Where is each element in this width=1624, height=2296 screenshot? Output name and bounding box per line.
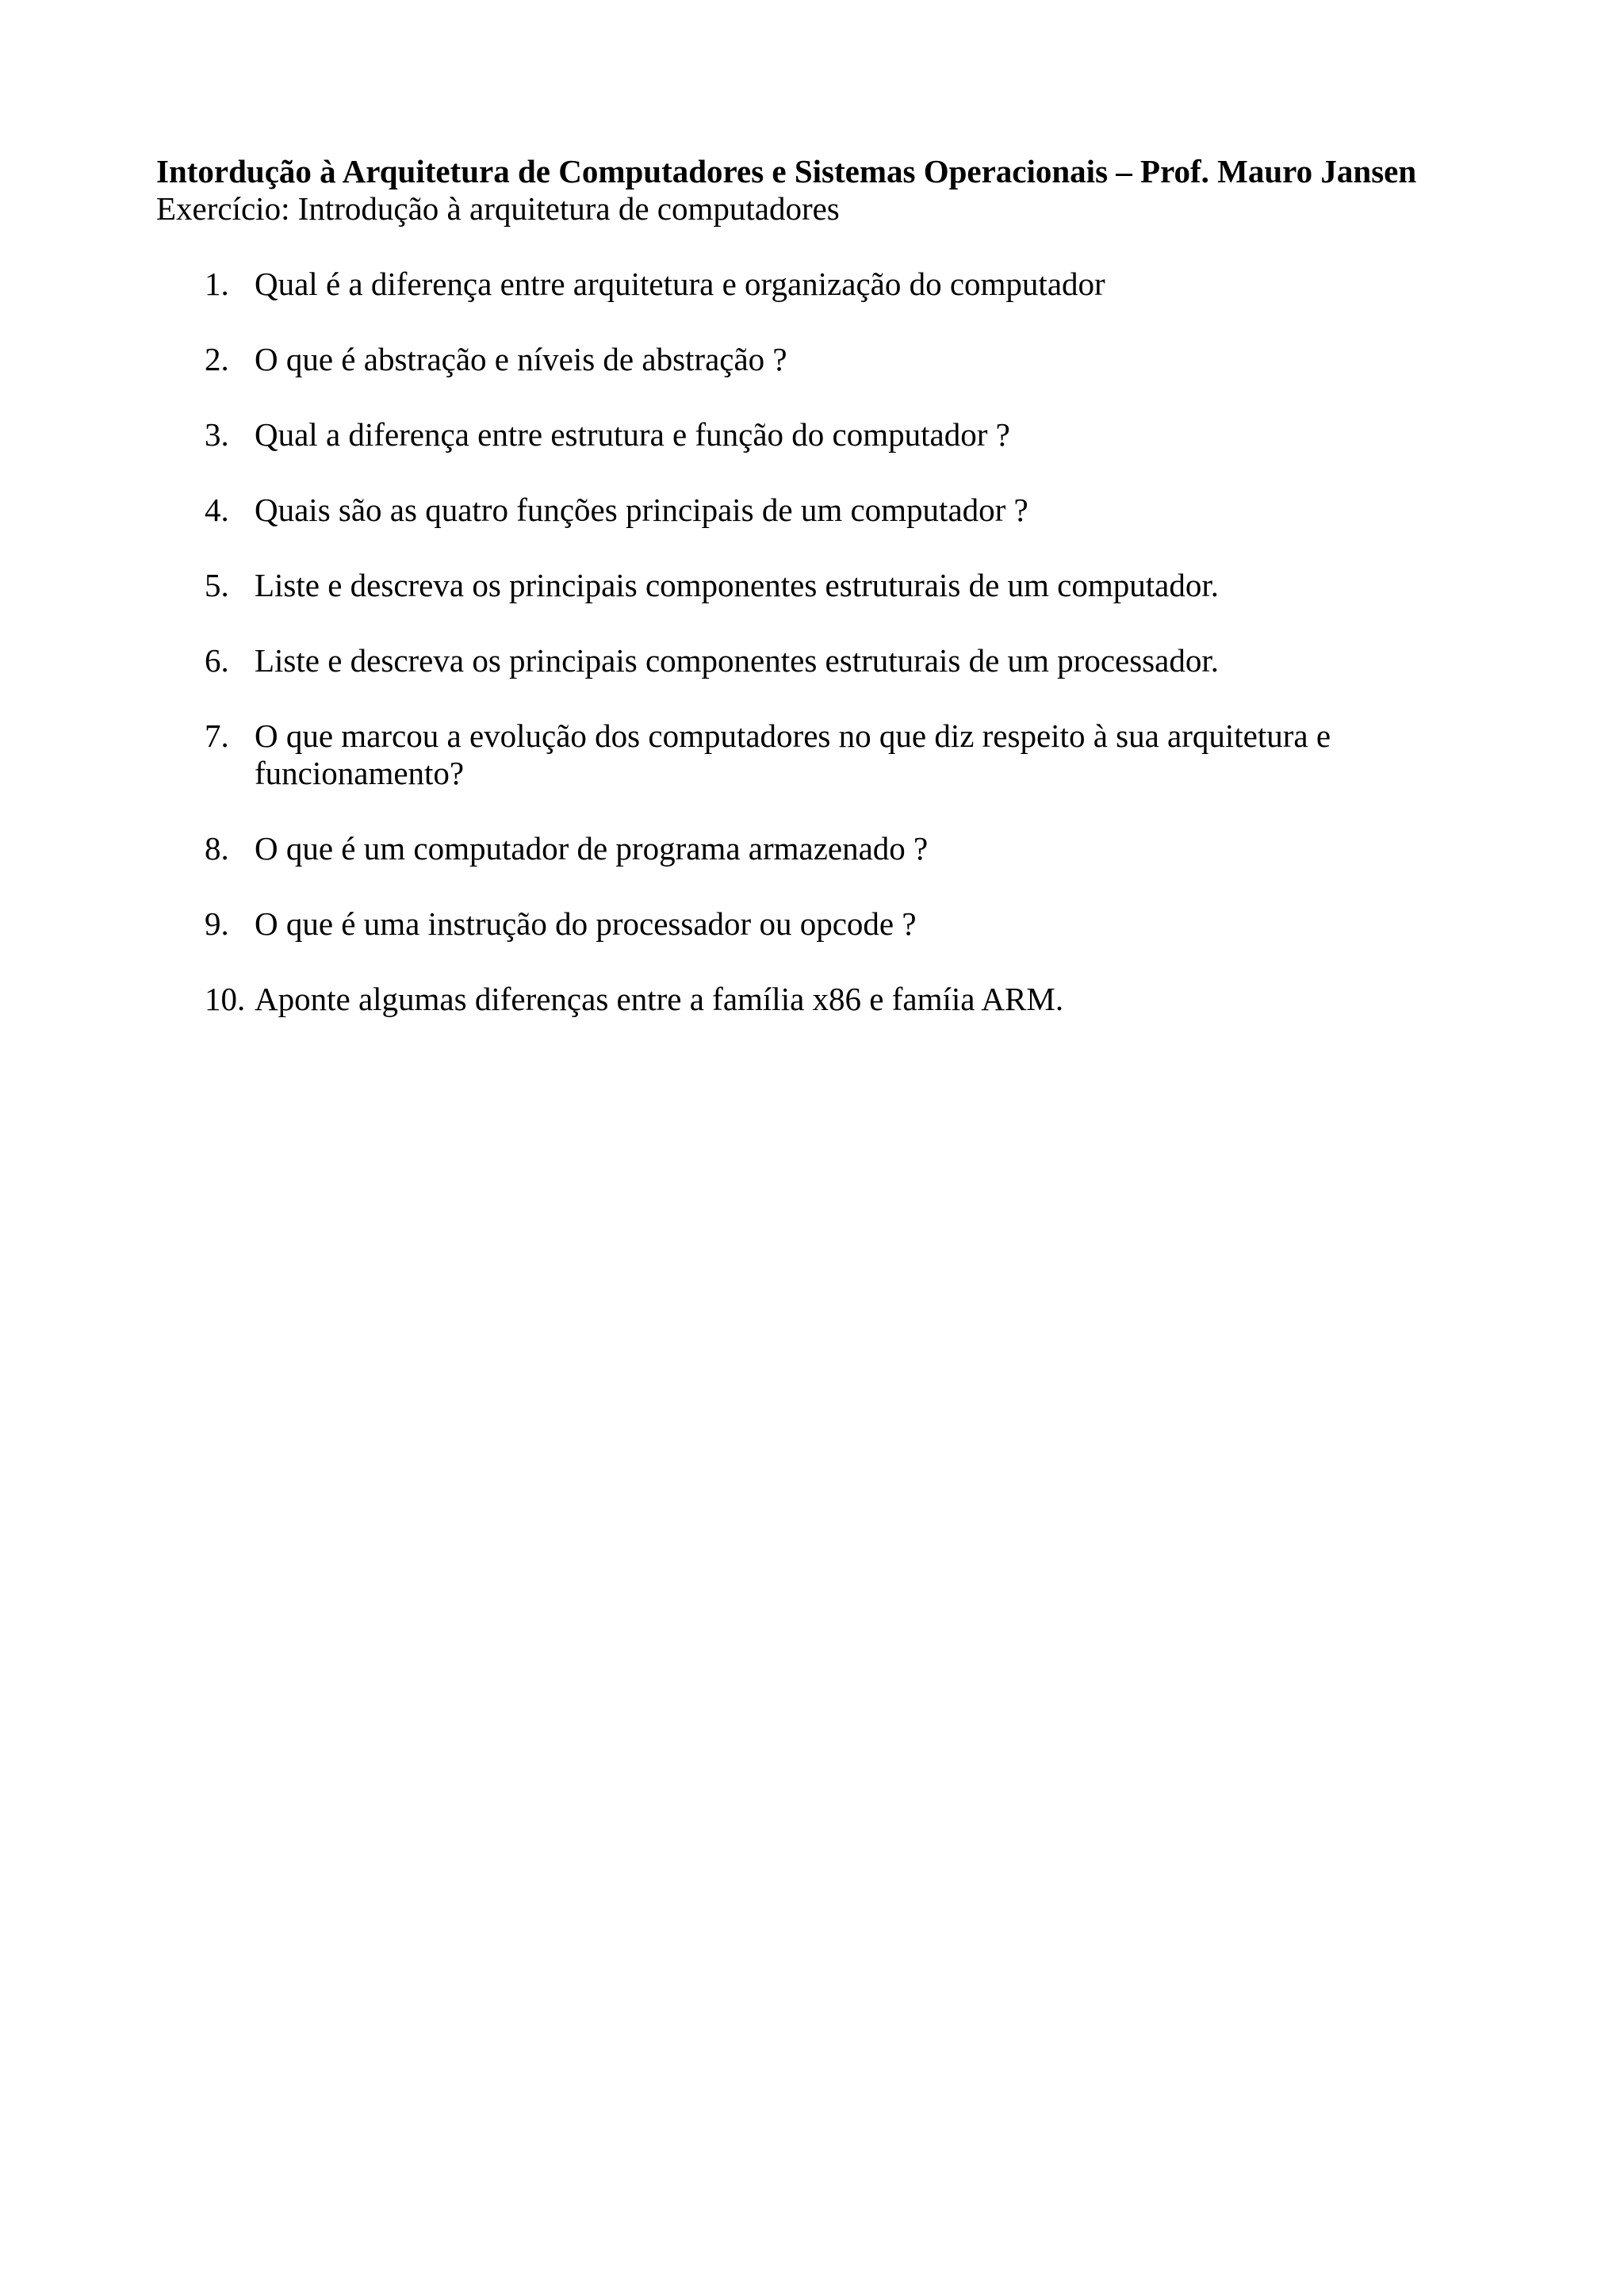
- question-list: [156, 266, 1473, 1018]
- question-number: 4.: [205, 492, 229, 528]
- question-item: [156, 718, 1473, 792]
- question-item: [156, 642, 1473, 679]
- question-item: [156, 830, 1473, 867]
- document-page: [156, 153, 1473, 1018]
- question-text: Qual a diferença entre estrutura e função do computador ?: [255, 416, 1010, 453]
- question-number: 5.: [205, 567, 229, 603]
- question-text: O que marcou a evolução dos computadores no que diz respeito à sua arquitetura e funcionamento?: [255, 718, 1331, 791]
- question-text: Liste e descreva os principais componentes estruturais de um processador.: [255, 642, 1219, 679]
- question-item: [156, 567, 1473, 604]
- question-number: 9.: [205, 905, 229, 942]
- question-number: 6.: [205, 642, 229, 679]
- question-item: [156, 905, 1473, 943]
- question-number: 2.: [205, 341, 229, 377]
- question-number: 7.: [205, 718, 229, 754]
- question-text: Quais são as quatro funções principais de um computador ?: [255, 492, 1028, 528]
- document-title: Intordução à Arquitetura de Computadores e Sistemas Operacionais – Prof. Mauro Jansen: [156, 153, 1417, 189]
- question-text: Aponte algumas diferenças entre a família x86 e famíia ARM.: [255, 981, 1064, 1017]
- question-number: 3.: [205, 416, 229, 453]
- question-number: 1.: [205, 266, 229, 302]
- question-item: [156, 981, 1473, 1018]
- document-subtitle: Exercício: Introdução à arquitetura de computadores: [156, 190, 840, 227]
- question-text: O que é abstração e níveis de abstração ?: [255, 341, 787, 377]
- question-number: 8.: [205, 830, 229, 867]
- question-text: Qual é a diferença entre arquitetura e organização do computador: [255, 266, 1105, 302]
- question-text: Liste e descreva os principais componentes estruturais de um computador.: [255, 567, 1219, 603]
- question-item: [156, 341, 1473, 378]
- question-text: O que é um computador de programa armazenado ?: [255, 830, 929, 867]
- question-item: [156, 416, 1473, 453]
- question-item: [156, 492, 1473, 529]
- question-text: O que é uma instrução do processador ou opcode ?: [255, 905, 917, 942]
- question-item: [156, 266, 1473, 303]
- question-number: 10.: [205, 981, 246, 1017]
